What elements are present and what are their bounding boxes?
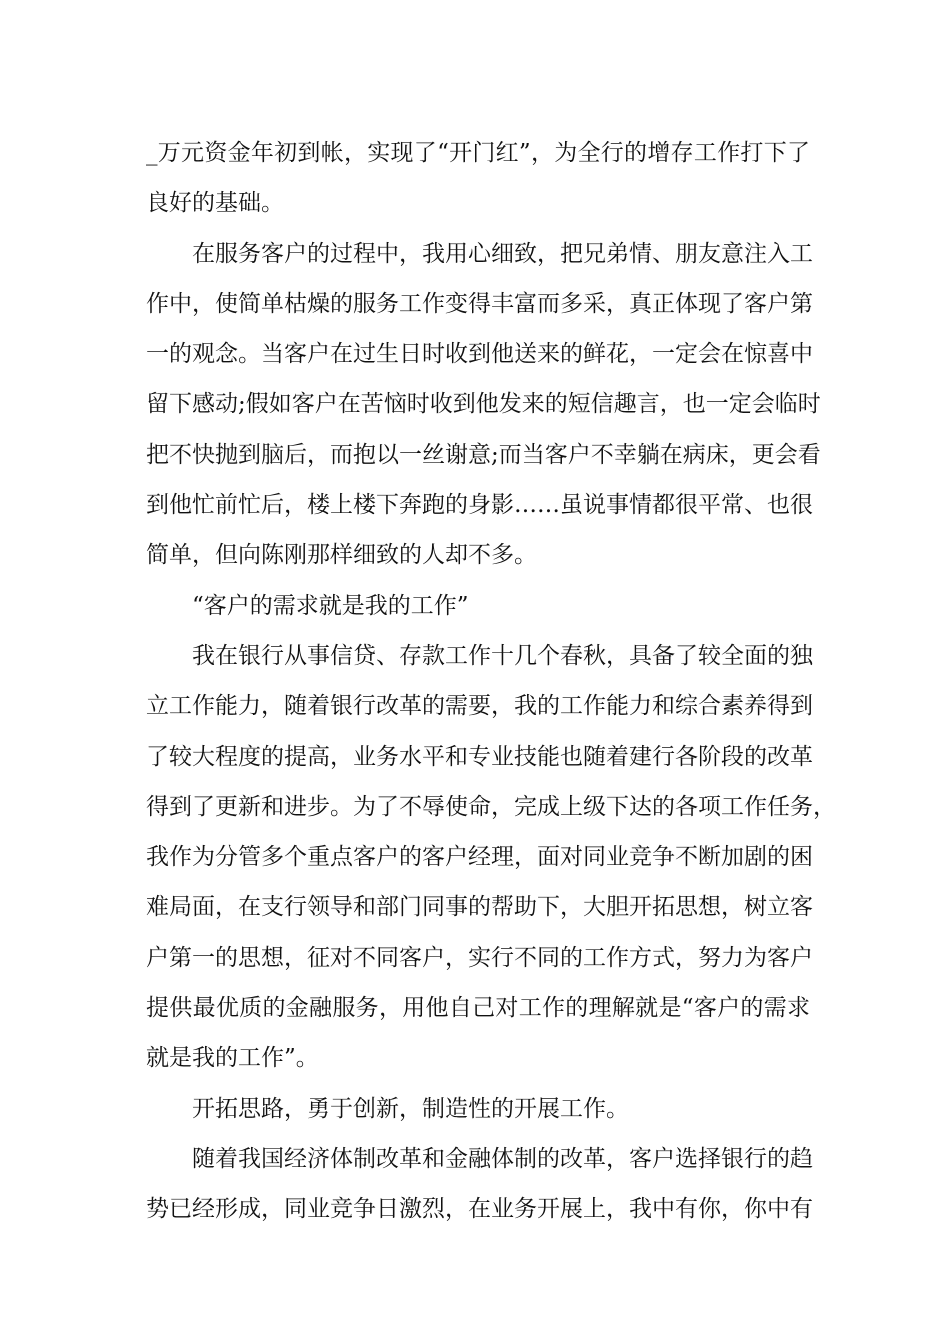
text-line: 到他忙前忙后，楼上楼下奔跑的身影……虽说事情都很平常、也很	[146, 492, 813, 519]
text-line: 就是我的工作”。	[146, 1045, 319, 1072]
text-line: 简单，但向陈刚那样细致的人却不多。	[146, 542, 537, 569]
text-line: 得到了更新和进步。为了不辱使命，完成上级下达的各项工作任务，	[146, 793, 836, 820]
text-line: 良好的基础。	[146, 190, 284, 217]
text-line: 户第一的思想，征对不同客户，实行不同的工作方式，努力为客户	[146, 944, 813, 971]
text-line: 在服务客户的过程中，我用心细致，把兄弟情、朋友意注入工	[192, 240, 813, 267]
section-heading: “客户的需求就是我的工作”	[192, 592, 469, 619]
text-line: 我作为分管多个重点客户的客户经理，面对同业竞争不断加剧的困	[146, 844, 813, 871]
body-text	[146, 128, 836, 1235]
text-line: 把不快抛到脑后，而抱以一丝谢意;而当客户不幸躺在病床，更会看	[146, 441, 821, 468]
section-heading: 开拓思路，勇于创新，制造性的开展工作。	[192, 1095, 629, 1122]
text-line: 势已经形成，同业竞争日激烈，在业务开展上，我中有你，你中有	[146, 1196, 813, 1223]
text-line: 一的观念。当客户在过生日时收到他送来的鲜花，一定会在惊喜中	[146, 341, 813, 368]
text-line: 立工作能力，随着银行改革的需要，我的工作能力和综合素养得到	[146, 693, 813, 720]
text-line: 作中，使简单枯燥的服务工作变得丰富而多采，真正体现了客户第	[146, 290, 813, 317]
text-line: 了较大程度的提高，业务水平和专业技能也随着建行各阶段的改革	[146, 743, 813, 770]
text-line: _万元资金年初到帐，实现了“开门红”，为全行的增存工作打下了	[146, 140, 810, 166]
text-line: 随着我国经济体制改革和金融体制的改革，客户选择银行的趋	[192, 1145, 813, 1172]
text-line: 留下感动;假如客户在苦恼时收到他发来的短信趣言，也一定会临时	[146, 391, 821, 418]
text-line: 我在银行从事信贷、存款工作十几个春秋，具备了较全面的独	[192, 642, 813, 669]
text-line: 难局面，在支行领导和部门同事的帮助下，大胆开拓思想，树立客	[146, 894, 813, 921]
text-line: 提供最优质的金融服务，用他自己对工作的理解就是“客户的需求	[146, 995, 810, 1022]
